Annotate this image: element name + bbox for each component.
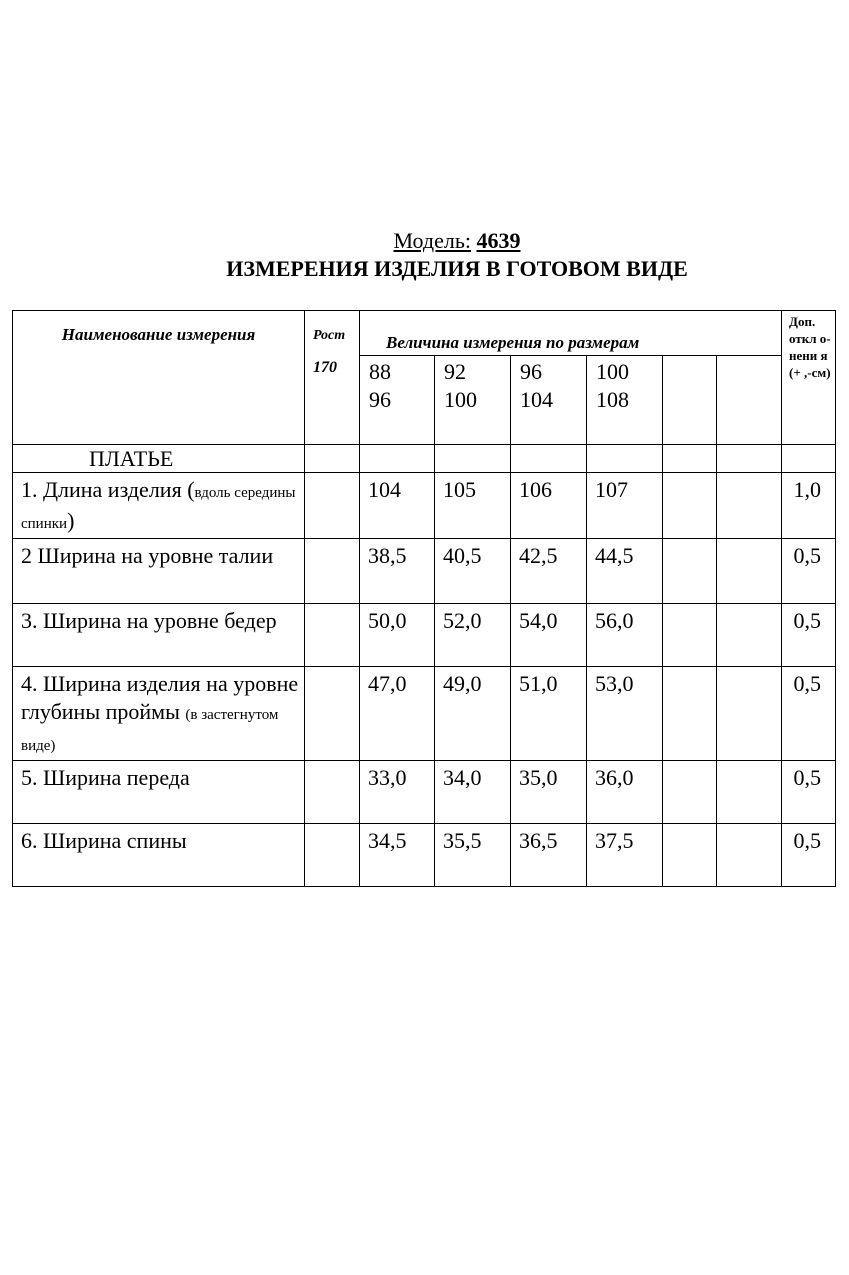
measurement-value: 36,0 — [587, 761, 663, 824]
column-header-name: Наименование измерения — [13, 311, 305, 445]
measurement-value: 34,5 — [360, 824, 435, 887]
measurement-value: 104 — [360, 473, 435, 539]
model-label: Модель: — [393, 228, 471, 253]
measurements-table — [12, 310, 836, 887]
measurement-value: 50,0 — [360, 604, 435, 667]
size-header-empty — [717, 356, 782, 445]
rost-label: Рост — [313, 328, 346, 343]
measurement-value: 38,5 — [360, 539, 435, 604]
measurement-name: 4. Ширина изделия на уровне глубины проймы (в застегнутом виде) — [13, 667, 305, 761]
section-row — [13, 445, 836, 473]
measurement-value: 33,0 — [360, 761, 435, 824]
table-row — [13, 667, 836, 761]
measurement-value: 51,0 — [511, 667, 587, 761]
measurement-value: 107 — [587, 473, 663, 539]
measurement-value: 36,5 — [511, 824, 587, 887]
rost-value: 170 — [313, 359, 337, 376]
measurement-value: 106 — [511, 473, 587, 539]
measurement-value: 34,0 — [435, 761, 511, 824]
column-header-rost — [305, 311, 360, 445]
model-heading — [0, 228, 849, 254]
tolerance-value: 1,0 — [782, 473, 836, 539]
measurement-value: 44,5 — [587, 539, 663, 604]
measurement-value: 35,0 — [511, 761, 587, 824]
measurement-value: 52,0 — [435, 604, 511, 667]
measurement-value: 37,5 — [587, 824, 663, 887]
section-label: ПЛАТЬЕ — [13, 445, 305, 473]
header-row-1 — [13, 311, 836, 356]
size-header: 92 100 — [435, 356, 511, 445]
measurement-value: 53,0 — [587, 667, 663, 761]
measurement-value: 47,0 — [360, 667, 435, 761]
table-row — [13, 761, 836, 824]
measurement-value: 49,0 — [435, 667, 511, 761]
tolerance-value: 0,5 — [782, 604, 836, 667]
measurement-value: 105 — [435, 473, 511, 539]
table-row — [13, 539, 836, 604]
measurement-value: 42,5 — [511, 539, 587, 604]
column-header-sizes: Величина измерения по размерам — [360, 311, 782, 356]
measurement-value: 40,5 — [435, 539, 511, 604]
measurement-value: 35,5 — [435, 824, 511, 887]
column-header-tolerance: Доп. откл о- нени я (+ ,-см) — [782, 311, 836, 445]
tolerance-value: 0,5 — [782, 824, 836, 887]
size-header-empty — [663, 356, 717, 445]
tolerance-value: 0,5 — [782, 667, 836, 761]
tolerance-value: 0,5 — [782, 761, 836, 824]
measurement-name: 2 Ширина на уровне талии — [13, 539, 305, 604]
table-row — [13, 604, 836, 667]
model-number: 4639 — [476, 228, 521, 253]
measurement-name: 1. Длина изделия (вдоль середины спинки) — [13, 473, 305, 539]
measurement-value: 54,0 — [511, 604, 587, 667]
page-title: ИЗМЕРЕНИЯ ИЗДЕЛИЯ В ГОТОВОМ ВИДЕ — [226, 256, 688, 281]
measurement-name: 3. Ширина на уровне бедер — [13, 604, 305, 667]
size-header: 100 108 — [587, 356, 663, 445]
measurement-name: 5. Ширина переда — [13, 761, 305, 824]
measurement-value: 56,0 — [587, 604, 663, 667]
measurement-name: 6. Ширина спины — [13, 824, 305, 887]
size-header: 96 104 — [511, 356, 587, 445]
table-row — [13, 824, 836, 887]
size-header: 88 96 — [360, 356, 435, 445]
table-row — [13, 473, 836, 539]
tolerance-value: 0,5 — [782, 539, 836, 604]
